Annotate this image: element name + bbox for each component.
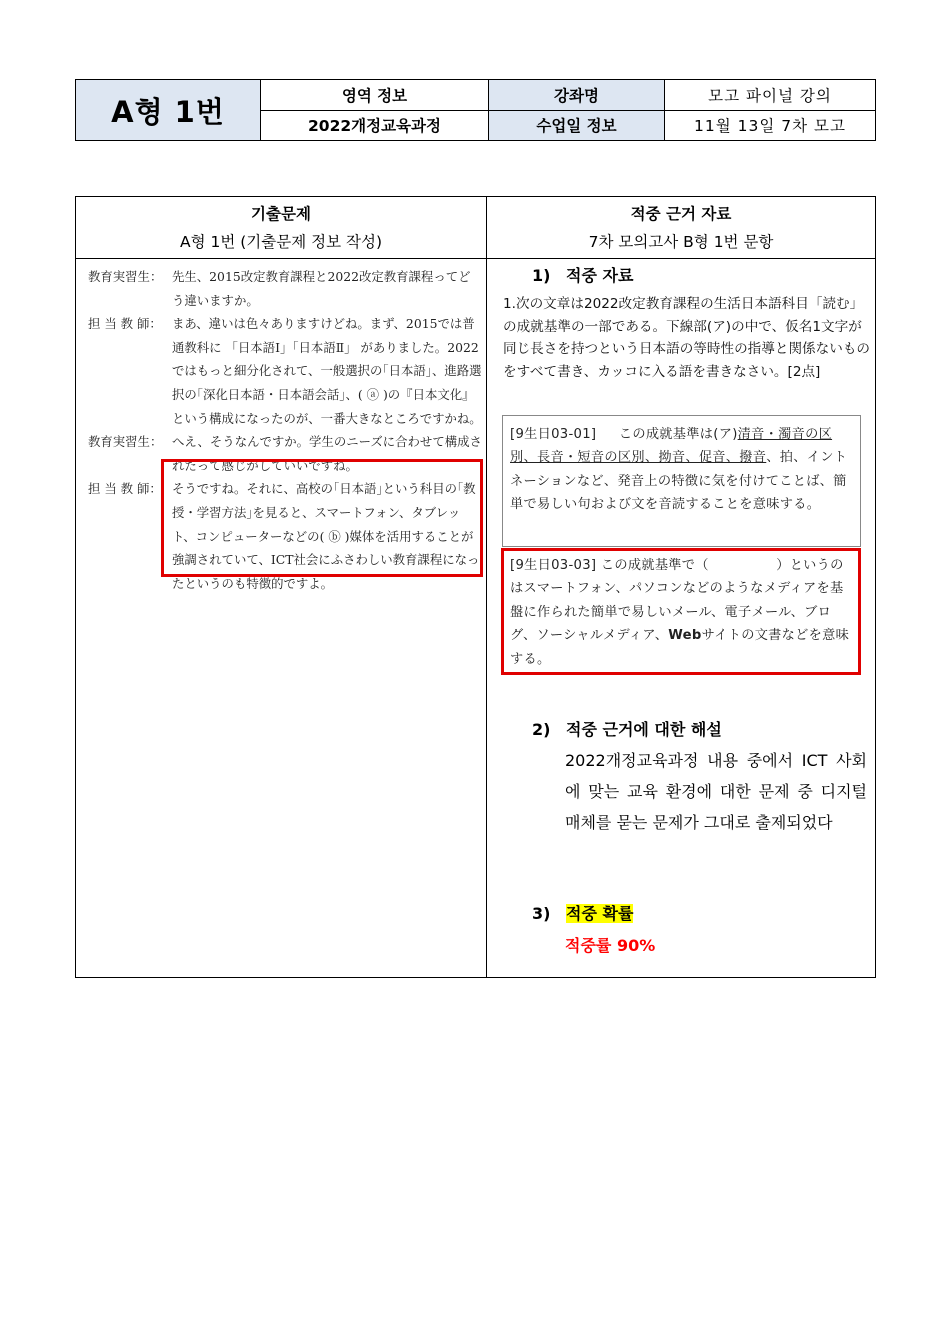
section-title: 적중 확률 (566, 904, 634, 923)
question-number-title: A형 1번 (76, 80, 261, 140)
info-header-table (75, 79, 876, 141)
dialogue-turn (88, 265, 482, 312)
hit-rate: 적중률 90% (565, 936, 656, 955)
area-value: 2022개정교육과정 (261, 110, 488, 141)
section-number: 2) (532, 720, 551, 739)
past-exam-subtitle: A형 1번 (기출문제 정보 작성) (180, 232, 382, 251)
past-exam-column (76, 197, 487, 977)
explanation-text: 2022개정교육과정 내용 중에서 ICT 사회에 맞는 교육 환경에 대한 문제 중 디지털 매체를 묻는 문제가 그대로 출제되었다 (565, 751, 867, 832)
dialogue (88, 265, 482, 595)
standard-code: [9生日03-03] (510, 558, 597, 573)
utterance: そうですね。それに、高校の｢日本語｣という科目の｢教授・学習方法｣を見ると、スマートフォン、タブレット、コンピューターなどの( ⓑ )媒体を活用することが強調されていて、ICT社会にふさわしい教育課程になったというのも特徴的ですよ。 (172, 481, 480, 591)
course-value: 모고 파이널 강의 (708, 86, 832, 105)
section-number: 1) (532, 266, 551, 285)
label-column (489, 80, 665, 140)
section-number: 3) (532, 904, 551, 923)
comparison-table (75, 196, 876, 978)
date-value: 11월 13일 7차 모고 (665, 110, 875, 141)
standard-text: この成就基準は(ア) (618, 427, 738, 442)
speaker: 教育実習生： (88, 434, 163, 450)
section-title: 적중 자료 (566, 266, 634, 285)
bold-text: Web (668, 628, 702, 644)
speaker: 担 当 教 師： (88, 316, 162, 332)
past-exam-title: 기출문제 (251, 204, 311, 223)
past-exam-heading (76, 197, 486, 259)
standard-text: 、拍、イントネーションなど、発音上の特徴に気を付けてことば、簡単で易しい句および文を音読することを意味する。 (510, 450, 848, 513)
area-label: 영역 정보 (341, 86, 408, 105)
section-3-heading (532, 901, 633, 924)
standard-text: サイトの文書などを意味する。 (510, 628, 850, 667)
dialogue-turn (88, 430, 482, 477)
standard-box-2 (501, 548, 861, 675)
standard-code: [9生日03-01] (510, 427, 597, 442)
standard-text: この成就基準で（ ）というのはスマートフォン、パソコンなどのようなメディアを基盤に作られた簡単で易しいメール、電子メール、ブログ、ソーシャルメディア、 (510, 558, 844, 644)
evidence-subtitle: 7차 모의고사 B형 1번 문항 (588, 232, 774, 251)
mock-question-text: 1.次の文章は2022改定教育課程の生活日本語科目「読む」の成就基準の一部である。下線部(ア)の中で、仮名1文字が同じ長さを持つという日本語の等時性の指導と関係ないものをすべて書き、カッコに入る語を書きなさい。[2点] (503, 296, 871, 380)
dialogue-turn (88, 477, 482, 595)
standard-box-1 (502, 415, 861, 547)
evidence-title: 적중 근거 자료 (630, 204, 732, 223)
utterance: まあ、違いは色々ありますけどね。まず、2015では普通教科に 「日本語Ⅰ」「日本語Ⅱ」 がありました。2022ではもっと細分化されて、一般選択の｢日本語｣、進路選択の｢深化日本語・日本語会話｣、( ⓐ )の『日本文化』という構成になったのが、一番大きなところですかね。 (172, 316, 482, 426)
utterance: 先生、2015改定教育課程と2022改定教育課程ってどう違いますか。 (172, 269, 471, 308)
value-column (665, 80, 875, 140)
speaker: 担 当 教 師： (88, 481, 162, 497)
section-1-heading (532, 263, 633, 286)
underlined-text: 清音・濁音の区別、長音・短音の区別、拗音、促音、撥音 (510, 427, 833, 466)
evidence-column (487, 197, 875, 977)
speaker: 教育実習生： (88, 269, 163, 284)
course-label: 강좌명 (554, 86, 599, 105)
date-label: 수업일 정보 (489, 110, 664, 141)
section-2-heading (532, 717, 722, 740)
dialogue-turn (88, 312, 482, 430)
utterance: へえ、そうなんですか。学生のニーズに合わせて構成されたって感じがしていいですね。 (172, 434, 482, 473)
area-column (261, 80, 489, 140)
evidence-heading (487, 197, 875, 259)
section-title: 적중 근거에 대한 해설 (566, 720, 722, 739)
